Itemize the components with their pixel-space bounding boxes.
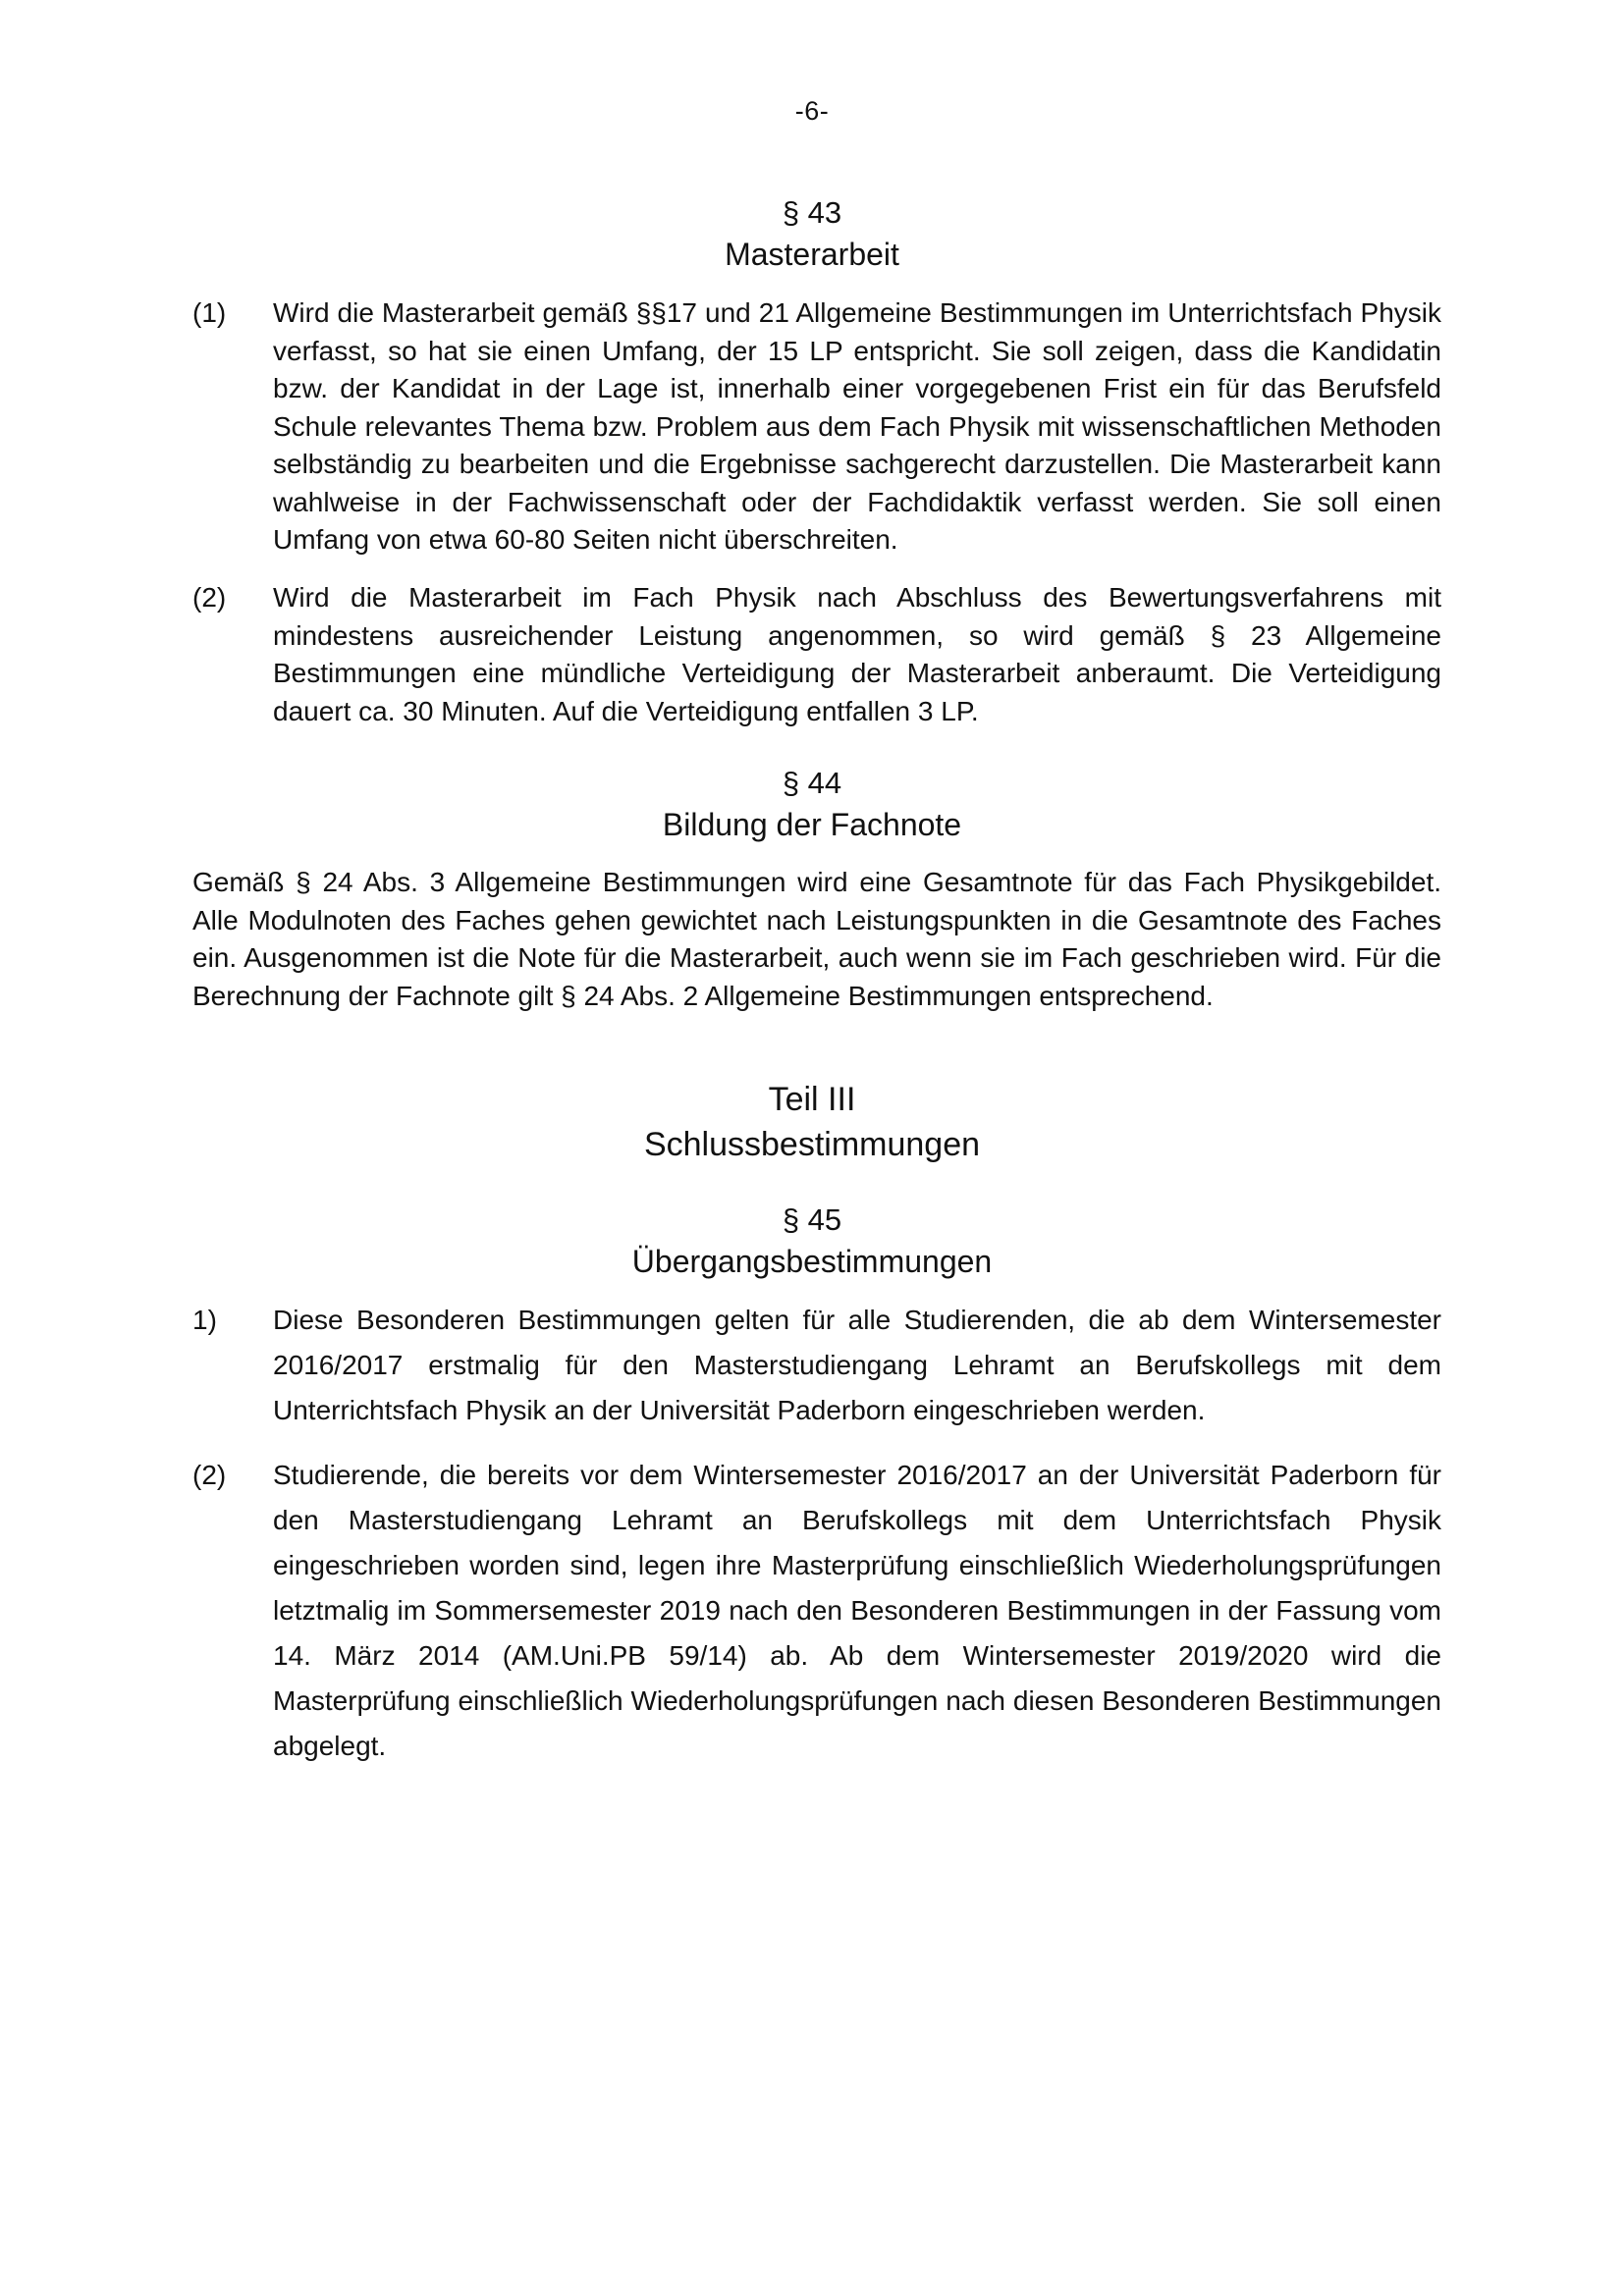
section-44-number: § 44: [782, 766, 842, 800]
section-45-item-1: [192, 1298, 1441, 1433]
item-text: Wird die Masterarbeit gemäß §§17 und 21 Allgemeine Bestimmungen im Unterrichtsfach Physik verfasst, so hat sie einen Umfang, der 15 LP entspricht. Sie soll zeigen, dass die Kandidatin bzw. der Kandidat in der Lage ist, innerhalb einer vorgegebenen Frist ein für das Berufsfeld Schule relevantes Thema bzw. Problem aus dem Fach Physik mit wissenschaftlichen Methoden selbständig zu bearbeiten und die Ergebnisse sachgerecht darzustellen. Die Masterarbeit kann wahlweise in der Fachwissenschaft oder der Fachdidaktik verfasst werden. Sie soll einen Umfang von etwa 60-80 Seiten nicht überschreiten.: [273, 297, 1441, 555]
section-44-title: Bildung der Fachnote: [662, 807, 962, 842]
item-text: Studierende, die bereits vor dem Wintersemester 2016/2017 an der Universität Paderborn für den Masterstudiengang Lehramt an Berufskollegs mit dem Unterrichtsfach Physik eingeschrieben worden sind, legen ihre Masterprüfung einschließlich Wiederholungsprüfungen letztmalig im Sommersemester 2019 nach den Besonderen Bestimmungen in der Fassung vom 14. März 2014 (AM.Uni.PB 59/14) ab. Ab dem Wintersemester 2019/2020 wird die Masterprüfung einschließlich Wiederholungsprüfungen nach diesen Besonderen Bestimmungen abgelegt.: [273, 1460, 1441, 1761]
item-number: 1): [192, 1305, 217, 1335]
section-44-heading: [0, 763, 1624, 845]
section-45-title: Übergangsbestimmungen: [631, 1244, 993, 1279]
section-43-heading: [0, 192, 1624, 275]
item-number: (1): [192, 297, 227, 328]
section-45-item-2: [192, 1453, 1441, 1769]
section-45-number: § 45: [782, 1202, 842, 1237]
section-44-text: Gemäß § 24 Abs. 3 Allgemeine Bestimmungen wird eine Gesamtnote für das Fach Physikgebildet. Alle Modulnoten des Faches gehen gewichtet nach Leistungspunkten in die Gesamtnote des Faches ein. Ausgenommen ist die Note für die Masterarbeit, auch wenn sie im Fach geschrieben wird. Für die Berechnung der Fachnote gilt § 24 Abs. 2 Allgemeine Bestimmungen entsprechend.: [192, 867, 1441, 1011]
page-number: -6-: [794, 96, 830, 126]
item-number: (2): [192, 1460, 227, 1490]
section-45-heading: [0, 1200, 1624, 1282]
part-3-heading: [0, 1077, 1624, 1167]
section-43-title: Masterarbeit: [725, 237, 899, 272]
section-43-item-1: [192, 294, 1441, 560]
item-number: (2): [192, 582, 227, 613]
item-text: Wird die Masterarbeit im Fach Physik nach Abschluss des Bewertungsverfahrens mit mindestens ausreichender Leistung angenommen, so wird gemäß § 23 Allgemeine Bestimmungen eine mündliche Verteidigung der Masterarbeit anberaumt. Die Verteidigung dauert ca. 30 Minuten. Auf die Verteidigung entfallen 3 LP.: [273, 582, 1441, 726]
section-43-item-2: [192, 579, 1441, 730]
section-43-number: § 43: [782, 195, 842, 230]
part-3-title: Schlussbestimmungen: [643, 1126, 981, 1163]
part-3-label: Teil III: [768, 1081, 856, 1118]
item-text: Diese Besonderen Bestimmungen gelten für alle Studierenden, die ab dem Wintersemester 2016/2017 erstmalig für den Masterstudiengang Lehramt an Berufskollegs mit dem Unterrichtsfach Physik an der Universität Paderborn eingeschrieben werden.: [273, 1305, 1441, 1425]
